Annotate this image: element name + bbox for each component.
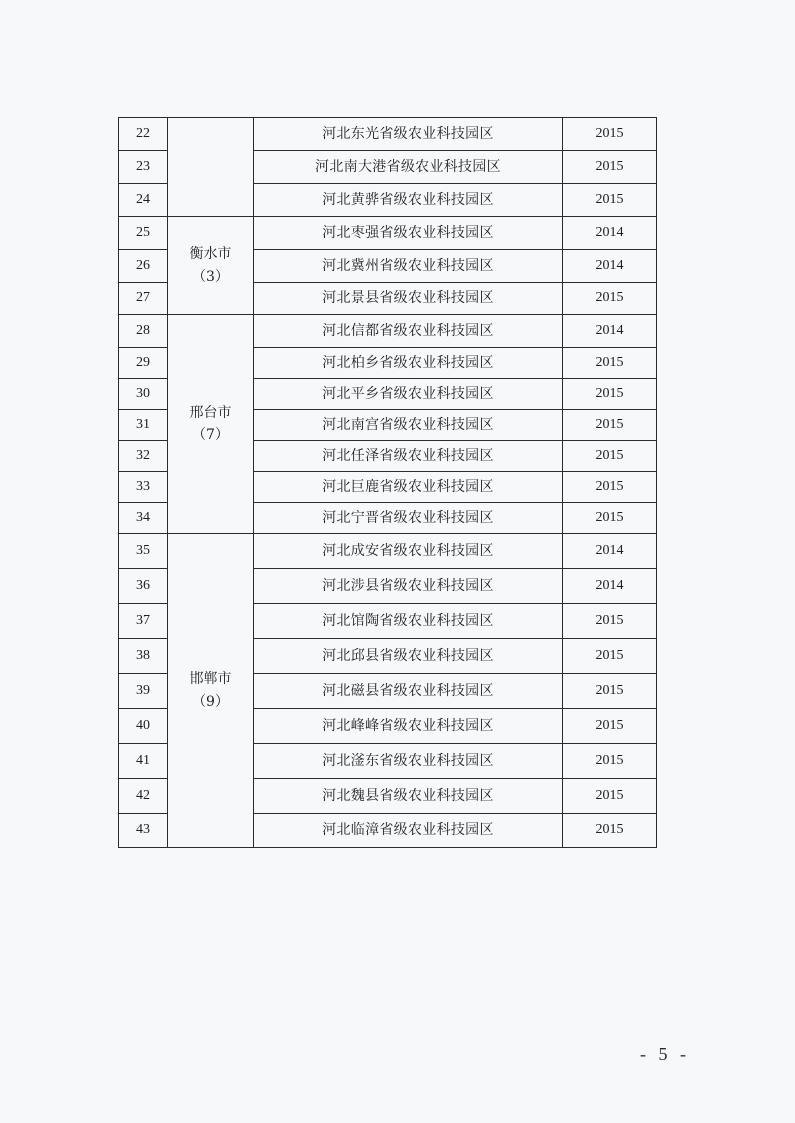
row-index: 30 bbox=[119, 379, 168, 410]
approval-year: 2015 bbox=[563, 779, 657, 814]
row-index: 25 bbox=[119, 217, 168, 250]
approval-year: 2015 bbox=[563, 118, 657, 151]
approval-year: 2015 bbox=[563, 604, 657, 639]
city-cell bbox=[168, 118, 254, 217]
row-index: 40 bbox=[119, 709, 168, 744]
park-name: 河北宁晋省级农业科技园区 bbox=[254, 503, 563, 534]
park-name: 河北东光省级农业科技园区 bbox=[254, 118, 563, 151]
park-name: 河北枣强省级农业科技园区 bbox=[254, 217, 563, 250]
approval-year: 2015 bbox=[563, 379, 657, 410]
row-index: 24 bbox=[119, 184, 168, 217]
row-index: 33 bbox=[119, 472, 168, 503]
row-index: 37 bbox=[119, 604, 168, 639]
row-index: 28 bbox=[119, 315, 168, 348]
row-index: 23 bbox=[119, 151, 168, 184]
table-row bbox=[119, 217, 657, 250]
row-index: 43 bbox=[119, 814, 168, 848]
approval-year: 2015 bbox=[563, 348, 657, 379]
approval-year: 2015 bbox=[563, 283, 657, 315]
park-name: 河北魏县省级农业科技园区 bbox=[254, 779, 563, 814]
table-row bbox=[119, 315, 657, 348]
row-index: 29 bbox=[119, 348, 168, 379]
approval-year: 2015 bbox=[563, 410, 657, 441]
row-index: 26 bbox=[119, 250, 168, 283]
row-index: 41 bbox=[119, 744, 168, 779]
city-count: （3） bbox=[192, 268, 229, 285]
approval-year: 2015 bbox=[563, 814, 657, 848]
city-cell bbox=[168, 217, 254, 315]
park-name: 河北南大港省级农业科技园区 bbox=[254, 151, 563, 184]
approval-year: 2015 bbox=[563, 151, 657, 184]
city-cell bbox=[168, 534, 254, 848]
city-name: 邯郸市 bbox=[189, 671, 232, 688]
park-name: 河北邱县省级农业科技园区 bbox=[254, 639, 563, 674]
approval-year: 2015 bbox=[563, 639, 657, 674]
park-name: 河北涉县省级农业科技园区 bbox=[254, 569, 563, 604]
approval-year: 2015 bbox=[563, 674, 657, 709]
row-index: 35 bbox=[119, 534, 168, 569]
table-row bbox=[119, 118, 657, 151]
park-name: 河北滏东省级农业科技园区 bbox=[254, 744, 563, 779]
park-name: 河北任泽省级农业科技园区 bbox=[254, 441, 563, 472]
city-name: 邢台市 bbox=[189, 404, 232, 421]
approval-year: 2015 bbox=[563, 744, 657, 779]
approval-year: 2014 bbox=[563, 315, 657, 348]
table-row bbox=[119, 534, 657, 569]
row-index: 32 bbox=[119, 441, 168, 472]
approval-year: 2014 bbox=[563, 534, 657, 569]
approval-year: 2015 bbox=[563, 709, 657, 744]
park-name: 河北黄骅省级农业科技园区 bbox=[254, 184, 563, 217]
approval-year: 2015 bbox=[563, 184, 657, 217]
row-index: 31 bbox=[119, 410, 168, 441]
park-name: 河北信都省级农业科技园区 bbox=[254, 315, 563, 348]
city-name: 衡水市 bbox=[189, 246, 232, 263]
park-name: 河北峰峰省级农业科技园区 bbox=[254, 709, 563, 744]
approval-year: 2014 bbox=[563, 250, 657, 283]
park-name: 河北临漳省级农业科技园区 bbox=[254, 814, 563, 848]
row-index: 36 bbox=[119, 569, 168, 604]
park-name: 河北成安省级农业科技园区 bbox=[254, 534, 563, 569]
approval-year: 2015 bbox=[563, 503, 657, 534]
approval-year: 2014 bbox=[563, 217, 657, 250]
park-name: 河北南宫省级农业科技园区 bbox=[254, 410, 563, 441]
row-index: 27 bbox=[119, 283, 168, 315]
row-index: 38 bbox=[119, 639, 168, 674]
approval-year: 2015 bbox=[563, 441, 657, 472]
park-name: 河北巨鹿省级农业科技园区 bbox=[254, 472, 563, 503]
park-name: 河北柏乡省级农业科技园区 bbox=[254, 348, 563, 379]
row-index: 34 bbox=[119, 503, 168, 534]
city-count: （9） bbox=[192, 693, 229, 710]
approval-year: 2015 bbox=[563, 472, 657, 503]
park-list-body bbox=[119, 118, 657, 848]
page-number: - 5 - bbox=[640, 1044, 690, 1064]
park-name: 河北景县省级农业科技园区 bbox=[254, 283, 563, 315]
park-name: 河北馆陶省级农业科技园区 bbox=[254, 604, 563, 639]
park-name: 河北平乡省级农业科技园区 bbox=[254, 379, 563, 410]
city-cell bbox=[168, 315, 254, 534]
park-name: 河北冀州省级农业科技园区 bbox=[254, 250, 563, 283]
row-index: 22 bbox=[119, 118, 168, 151]
row-index: 42 bbox=[119, 779, 168, 814]
approval-year: 2014 bbox=[563, 569, 657, 604]
park-list-table bbox=[118, 117, 657, 848]
row-index: 39 bbox=[119, 674, 168, 709]
city-count: （7） bbox=[192, 427, 229, 443]
park-name: 河北磁县省级农业科技园区 bbox=[254, 674, 563, 709]
